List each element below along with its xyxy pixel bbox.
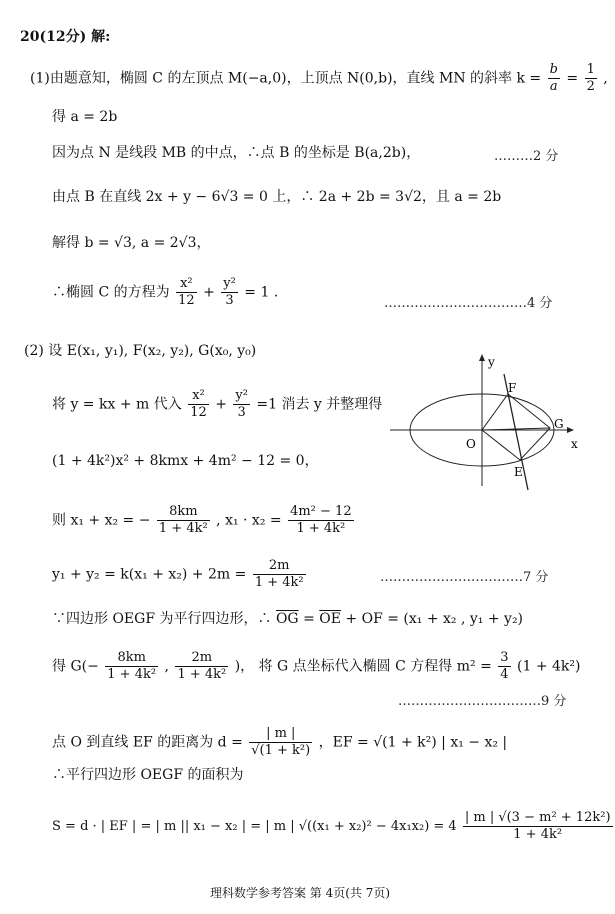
- label-o: O: [466, 437, 476, 451]
- frac-num: y²: [235, 388, 248, 403]
- plus-sign: +: [203, 284, 215, 301]
- score-7: ……………………………7 分: [380, 570, 549, 585]
- frac-num: 4m² − 12: [290, 504, 352, 519]
- frac-den: √(1 + k²): [251, 743, 311, 758]
- eq-sign: =: [303, 611, 315, 627]
- vector-oe: $\overline{OE}$: [319, 611, 341, 627]
- x-axis-arrow: [567, 427, 574, 433]
- frac-4m2-12: [288, 504, 354, 537]
- parallelogram-oegf: [482, 394, 550, 460]
- part1-line1: [30, 62, 608, 95]
- frac-8km: [157, 504, 210, 537]
- y-axis-arrow: [479, 354, 485, 361]
- part2-line9: ∴平行四边形 OEGF 的面积为: [52, 767, 244, 783]
- frac-den: 12: [178, 293, 195, 308]
- part1-line1-text: (1)由题意知，椭圆 C 的左顶点 M(−a,0)，上顶点 N(0,b)，直线 MN 的斜率 k =: [30, 70, 542, 87]
- frac-den: 12: [190, 405, 207, 420]
- area-expression: S = d · | EF | = | m || x₁ − x₂ | = | m | √((x₁ + x₂)² − 4x₁x₂) = 4: [52, 819, 457, 834]
- frac-den: 1 + 4k²: [513, 827, 563, 842]
- label-g: G: [554, 417, 564, 431]
- frac-x2-12: [176, 276, 197, 309]
- score-2: ………2 分: [494, 149, 559, 164]
- part1-line4: 由点 B 在直线 2x + y − 6√3 = 0 上，∴ 2a + 2b = 3√2，且 a = 2b: [52, 189, 502, 205]
- part2-line7: [52, 650, 580, 683]
- equation-end: = 1 .: [244, 284, 279, 301]
- eq-sign: =: [566, 70, 579, 87]
- frac-num: x²: [176, 276, 197, 293]
- frac-y2-3: [221, 276, 238, 309]
- frac-num: b: [549, 62, 558, 77]
- slope-fraction-half: [585, 62, 597, 95]
- part1-line3: 因为点 N 是线段 MB 的中点，∴点 B 的坐标是 B(a,2b)，: [52, 145, 421, 161]
- frac-num: 1: [586, 62, 595, 77]
- frac-den: 4: [500, 667, 509, 682]
- frac-area-result: [463, 810, 613, 843]
- part2-line4: [52, 504, 356, 537]
- vector-sum: + OF = (x₁ + x₂ , y₁ + y₂): [345, 611, 524, 627]
- frac-den: a: [549, 79, 558, 94]
- frac-den: 1 + 4k²: [177, 667, 227, 682]
- page-footer: 理科数学参考答案 第 4页(共 7页): [209, 886, 391, 900]
- part2-line6: [52, 610, 523, 628]
- frac-3-4: [498, 650, 510, 683]
- frac-num: | m | √(3 − m² + 12k²): [464, 810, 611, 825]
- substitution-text: )， 将 G 点坐标代入椭圆 C 方程得 m² =: [234, 658, 492, 675]
- frac-num: y²: [223, 276, 236, 291]
- frac-2m: [253, 558, 306, 591]
- frac-den: 1 + 4k²: [158, 521, 208, 536]
- part2-line2: [52, 388, 382, 421]
- problem-header: 20(12分) 解:: [20, 29, 111, 45]
- y-sum-prefix: y₁ + y₂ = k(x₁ + x₂) + 2m =: [52, 566, 247, 583]
- score-4: ……………………………4 分: [384, 296, 553, 311]
- ellipse-equation-prefix: ∴椭圆 C 的方程为: [52, 284, 170, 301]
- label-y: y: [488, 355, 495, 369]
- part2-line8: [52, 726, 507, 759]
- frac-num: 2m: [253, 558, 306, 575]
- frac-den: 1 + 4k²: [296, 521, 346, 536]
- frac-num: 8km: [157, 504, 210, 521]
- vector-og: $\overline{OG}$: [275, 611, 299, 627]
- part1-line2: 得 a = 2b: [52, 109, 118, 125]
- frac-distance: [249, 726, 312, 759]
- frac-num: 8km: [105, 650, 158, 667]
- plus-sign: +: [215, 396, 227, 413]
- comma: ,: [603, 70, 608, 87]
- frac-num: x²: [188, 388, 209, 405]
- part2-line1: (2) 设 E(x₁, y₁), F(x₂, y₂), G(x₀, y₀): [24, 343, 257, 359]
- frac-den: 1 + 4k²: [254, 575, 304, 590]
- vieta-product-prefix: , x₁ · x₂ =: [216, 512, 282, 529]
- parallelogram-statement: ∵四边形 OEGF 为平行四边形，∴: [52, 611, 272, 627]
- frac-den: 1 + 4k²: [107, 667, 157, 682]
- frac-y2-3: [233, 388, 250, 421]
- substitute-end: =1 消去 y 并整理得: [256, 396, 383, 413]
- distance-prefix: 点 O 到直线 EF 的距离为 d =: [52, 734, 243, 751]
- comma: ,: [164, 658, 169, 675]
- frac-den: 3: [225, 293, 234, 308]
- frac-2m: [175, 650, 228, 683]
- frac-den: 3: [237, 405, 246, 420]
- frac-num: 3: [500, 650, 509, 665]
- vieta-sum-prefix: 则 x₁ + x₂ = −: [52, 512, 151, 529]
- label-f: F: [508, 381, 517, 395]
- frac-8km: [105, 650, 158, 683]
- g-coord-prefix: 得 G(−: [52, 658, 99, 675]
- part2-line5: [52, 558, 308, 591]
- frac-x2-12: [188, 388, 209, 421]
- part2-line3: (1 + 4k²)x² + 8kmx + 4m² − 12 = 0，: [52, 453, 319, 469]
- frac-num: | m |: [249, 726, 312, 743]
- label-e: E: [514, 465, 523, 479]
- ef-length: ，EF = √(1 + k²) | x₁ − x₂ |: [318, 734, 508, 751]
- label-x: x: [571, 437, 578, 451]
- score-9: ……………………………9 分: [398, 694, 567, 709]
- part1-line6: [52, 276, 278, 309]
- part2-line10: [52, 810, 615, 843]
- frac-den: 2: [586, 79, 595, 94]
- frac-num: 2m: [175, 650, 228, 667]
- slope-fraction-b-over-a: [548, 62, 560, 95]
- ellipse-figure: [388, 352, 588, 492]
- m2-expression-end: (1 + 4k²): [517, 658, 581, 675]
- part1-line5: 解得 b = √3, a = 2√3，: [52, 235, 211, 251]
- substitute-prefix: 将 y = kx + m 代入: [52, 396, 182, 413]
